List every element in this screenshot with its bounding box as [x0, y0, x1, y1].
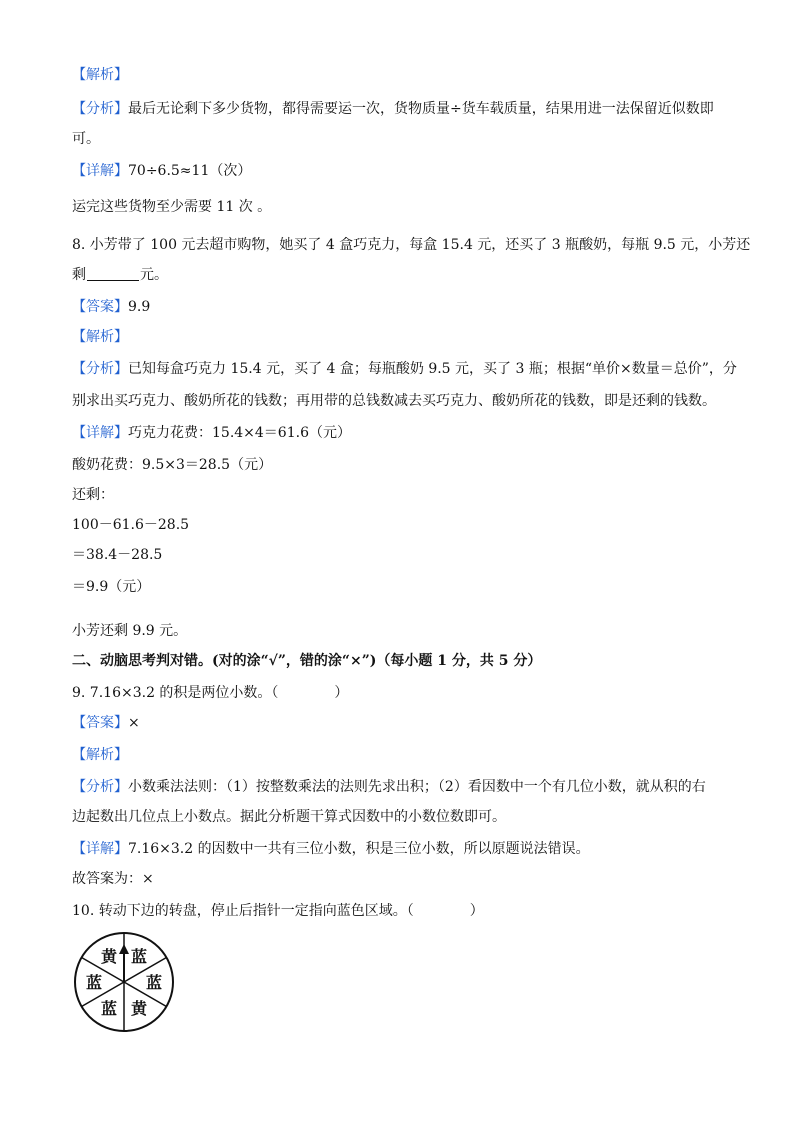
q8-xiangjie-line5: ＝38.4－28.5	[72, 547, 163, 563]
answer-blank[interactable]	[87, 266, 139, 281]
q9-fenxi-line1: 【分析】小数乘法法则：（1）按整数乘法的法则先求出积；（2）看因数中一个有几位小数，就从积的右	[72, 779, 706, 795]
q8-answer: 【答案】9.9	[72, 299, 151, 315]
q8-fenxi-line1: 【分析】已知每盒巧克力 15.4 元，买了 4 盒；每瓶酸奶 9.5 元，买了 3 瓶；根据“单价×数量＝总价”，分	[72, 361, 737, 377]
q8-fenxi-line2: 别求出买巧克力、酸奶所花的钱数；再用带的总钱数减去买巧克力、酸奶所花的钱数，即是还剩的钱数。	[72, 393, 716, 409]
q8-xiangjie-line3: 还剩：	[72, 487, 114, 503]
section2-title: 二、动脑思考判对错。(对的涂“√”，错的涂“×”)（每小题 1 分，共 5 分）	[72, 653, 542, 669]
q7-fenxi-line1: 【分析】最后无论剩下多少货物，都得需要运一次，货物质量÷货车载质量，结果用进一法保留近似数即	[72, 101, 714, 117]
q8-jiexi-heading: 【解析】	[72, 329, 128, 345]
q8-xiangjie-line1: 【详解】巧克力花费：15.4×4＝61.6（元）	[72, 425, 351, 441]
q7-fenxi-line2: 可。	[72, 131, 100, 147]
q9-conclusion: 故答案为：×	[72, 871, 154, 887]
q7-jiexi-heading: 【解析】	[72, 67, 128, 83]
q8-xiangjie-line4: 100－61.6－28.5	[72, 517, 190, 533]
q8-conclusion: 小芳还剩 9.9 元。	[72, 623, 188, 639]
q9-question: 9. 7.16×3.2 的积是两位小数。（ ）	[72, 685, 349, 701]
spinner-sector-label: 蓝	[130, 947, 148, 967]
q7-xiangjie: 【详解】70÷6.5≈11（次）	[72, 163, 252, 179]
q9-answer: 【答案】×	[72, 715, 140, 731]
q8-question-line1: 8. 小芳带了 100 元去超市购物，她买了 4 盒巧克力，每盒 15.4 元，还买了 3 瓶酸奶，每瓶 9.5 元，小芳还	[72, 237, 751, 253]
spinner-sector-label: 黄	[100, 947, 118, 967]
spinner-sector-label: 蓝	[85, 973, 103, 992]
q8-xiangjie-line6: ＝9.9（元）	[72, 579, 151, 595]
q8-question-line2: 剩 元。	[72, 267, 168, 283]
q8-xiangjie-line2: 酸奶花费：9.5×3＝28.5（元）	[72, 457, 273, 473]
q9-xiangjie: 【详解】7.16×3.2 的因数中一共有三位小数，积是三位小数，所以原题说法错误。	[72, 841, 590, 857]
spinner-sector-label: 蓝	[145, 973, 163, 992]
spinner-sector-label: 黄	[130, 998, 148, 1018]
q10-question: 10. 转动下边的转盘，停止后指针一定指向蓝色区域。（ ）	[72, 903, 484, 919]
q9-jiexi-heading: 【解析】	[72, 747, 128, 763]
spinner-sector-label: 蓝	[100, 998, 118, 1018]
q9-fenxi-line2: 边起数出几位点上小数点。据此分析题干算式因数中的小数位数即可。	[72, 809, 506, 825]
q7-conclusion: 运完这些货物至少需要 11 次 。	[72, 199, 272, 215]
spinner-wheel	[72, 930, 176, 1034]
